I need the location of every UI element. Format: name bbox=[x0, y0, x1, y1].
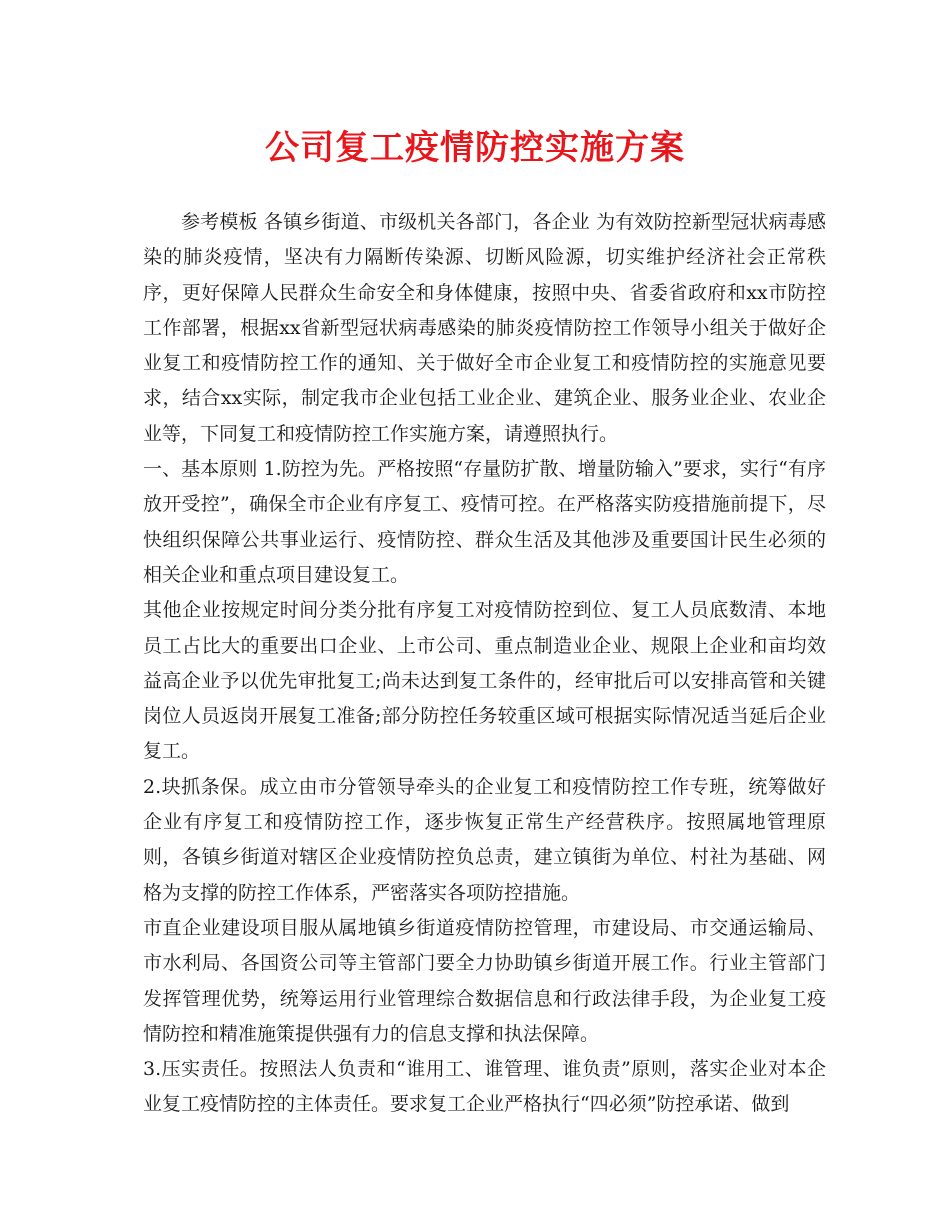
paragraph-principle-2: 2.块抓条保。成立由市分管领导牵头的企业复工和疫情防控工作专班，统筹做好企业有序复工和疫情防控工作，逐步恢复正常生产经营秩序。按照属地管理原则，各镇乡街道对辖区企业疫情防控负总责，建立镇街为单位、村社为基础、网格为支撑的防控工作体系，严密落实各项防控措施。 bbox=[143, 775, 826, 904]
document-title: 公司复工疫情防控实施方案 bbox=[265, 128, 685, 168]
paragraph-principle-1: 一、基本原则 1.防控为先。严格按照“存量防扩散、增量防输入”要求，实行“有序放开受控”，确保全市企业有序复工、疫情可控。在严格落实防疫措施前提下，尽快组织保障公共事业运行、疫情防控、群众生活及其他涉及重要国计民生必须的相关企业和重点项目建设复工。 bbox=[143, 458, 826, 586]
paragraph-principle-3: 3.压实责任。按照法人负责和“谁用工、谁管理、谁负责”原则，落实企业对本企业复工疫情防控的主体责任。要求复工企业严格执行“四必须”防控承诺、做到 bbox=[143, 1058, 826, 1116]
paragraph-other-enterprises: 其他企业按规定时间分类分批有序复工对疫情防控到位、复工人员底数清、本地员工占比大的重要出口企业、上市公司、重点制造业企业、规限上企业和亩均效益高企业予以优先审批复工;尚未达到复工条件的，经审批后可以安排高管和关键岗位人员返岗开展复工准备;部分防控任务较重区域可根据实际情况适当延后企业复工。 bbox=[143, 599, 826, 763]
document-body bbox=[143, 205, 826, 1123]
paragraph-municipal-projects: 市直企业建设项目服从属地镇乡街道疫情防控管理，市建设局、市交通运输局、市水利局、各国资公司等主管部门要全力协助镇乡街道开展工作。行业主管部门发挥管理优势，统筹运用行业管理综合数据信息和行政法律手段，为企业复工疫情防控和精准施策提供强有力的信息支撑和执法保障。 bbox=[143, 916, 826, 1045]
paragraph-intro: 参考模板 各镇乡街道、市级机关各部门，各企业 为有效防控新型冠状病毒感染的肺炎疫情，坚决有力隔断传染源、切断风险源，切实维护经济社会正常秩序，更好保障人民群众生命安全和身体健康，按照中央、省委省政府和xx市防控工作部署，根据xx省新型冠状病毒感染的肺炎疫情防控工作领导小组关于做好企业复工和疫情防控工作的通知、关于做好全市企业复工和疫情防控的实施意见要求，结合xx实际，制定我市企业包括工业企业、建筑企业、服务业企业、农业企业等，下同复工和疫情防控工作实施方案，请遵照执行。 bbox=[143, 211, 826, 445]
